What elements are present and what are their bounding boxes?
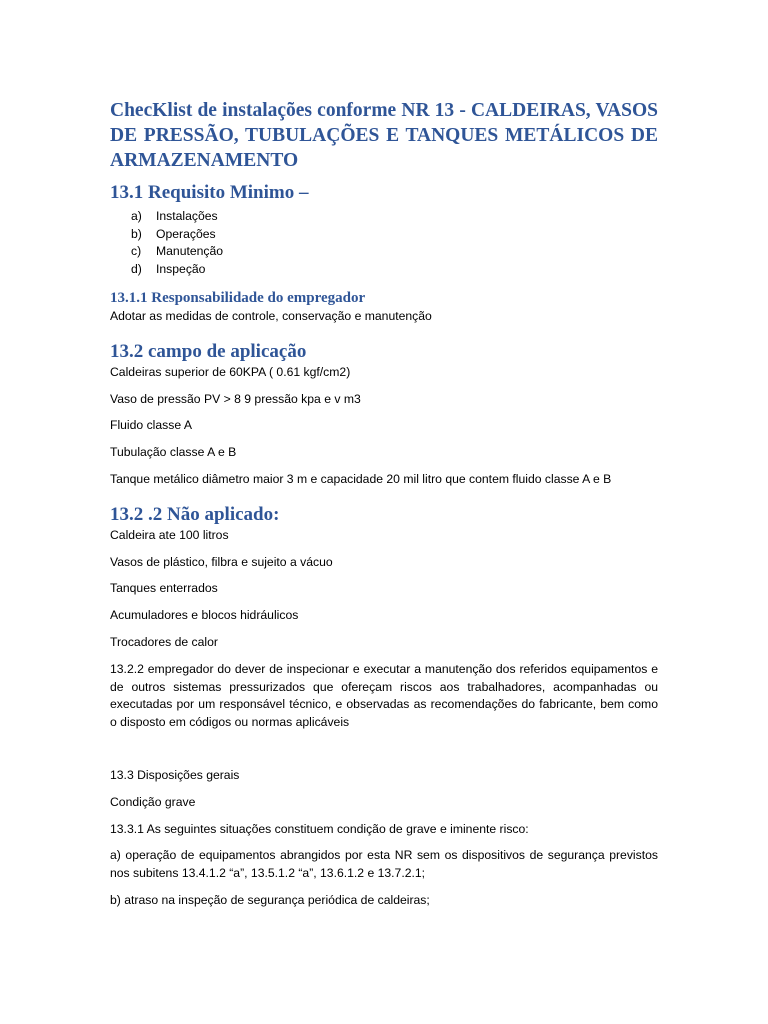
paragraph: Vasos de plástico, filbra e sujeito a vácuo <box>110 554 333 569</box>
list-item: b) Operações <box>131 226 216 241</box>
paragraph: Vaso de pressão PV > 8 9 pressão kpa e v m3 <box>110 391 361 406</box>
paragraph: Acumuladores e blocos hidráulicos <box>110 608 299 623</box>
paragraph: 13.3.1 As seguintes situações constituem condição de grave e iminente risco: <box>110 821 529 836</box>
paragraph: Tubulação classe A e B <box>110 445 237 460</box>
paragraph: Caldeira ate 100 litros <box>110 527 229 542</box>
heading-13-1: 13.1 Requisito Minimo – <box>110 182 309 203</box>
document-title: ChecKlist de instalações conforme NR 13 - CALDEIRAS, VASOS DE PRESSÃO, TUBULAÇÕES E TANQUES METÁLICOS DE ARMAZENAMENTO <box>110 100 658 171</box>
paragraph: Tanques enterrados <box>110 581 218 596</box>
paragraph: 13.2.2 empregador do dever de inspecionar e executar a manutenção dos referidos equipamentos e de outros sistemas pressurizados que ofereçam riscos aos trabalhadores, acompanhadas ou executadas por um responsável técnico, e observadas as recomendações do fabricante, bem como o disposto em códigos ou normas aplicáveis <box>110 661 658 730</box>
paragraph: Caldeiras superior de 60KPA ( 0.61 kgf/cm2) <box>110 364 351 379</box>
section-heading-13-3: 13.3 Disposições gerais <box>110 767 240 782</box>
paragraph: Tanque metálico diâmetro maior 3 m e capacidade 20 mil litro que contem fluido classe A e B <box>110 471 612 486</box>
requirement-list <box>110 208 658 278</box>
paragraph: a) operação de equipamentos abrangidos por esta NR sem os dispositivos de segurança previstos nos subitens 13.4.1.2 “a”, 13.5.1.2 “a”, 13.6.1.2 e 13.7.2.1; <box>110 848 658 881</box>
paragraph: Adotar as medidas de controle, conservação e manutenção <box>110 309 432 323</box>
heading-13-2: 13.2 campo de aplicação <box>110 340 307 362</box>
paragraph: Condição grave <box>110 794 196 809</box>
list-item: d) Inspeção <box>131 261 206 276</box>
document-body <box>110 98 658 910</box>
paragraph: Fluido classe A <box>110 418 192 433</box>
list-item: a) Instalações <box>131 209 218 223</box>
paragraph: Trocadores de calor <box>110 634 218 649</box>
heading-13-1-1: 13.1.1 Responsabilidade do empregador <box>110 290 366 306</box>
list-item: c) Manutenção <box>131 244 224 258</box>
paragraph: b) atraso na inspeção de segurança periódica de caldeiras; <box>110 892 430 907</box>
heading-13-2-2: 13.2 .2 Não aplicado: <box>110 503 280 525</box>
